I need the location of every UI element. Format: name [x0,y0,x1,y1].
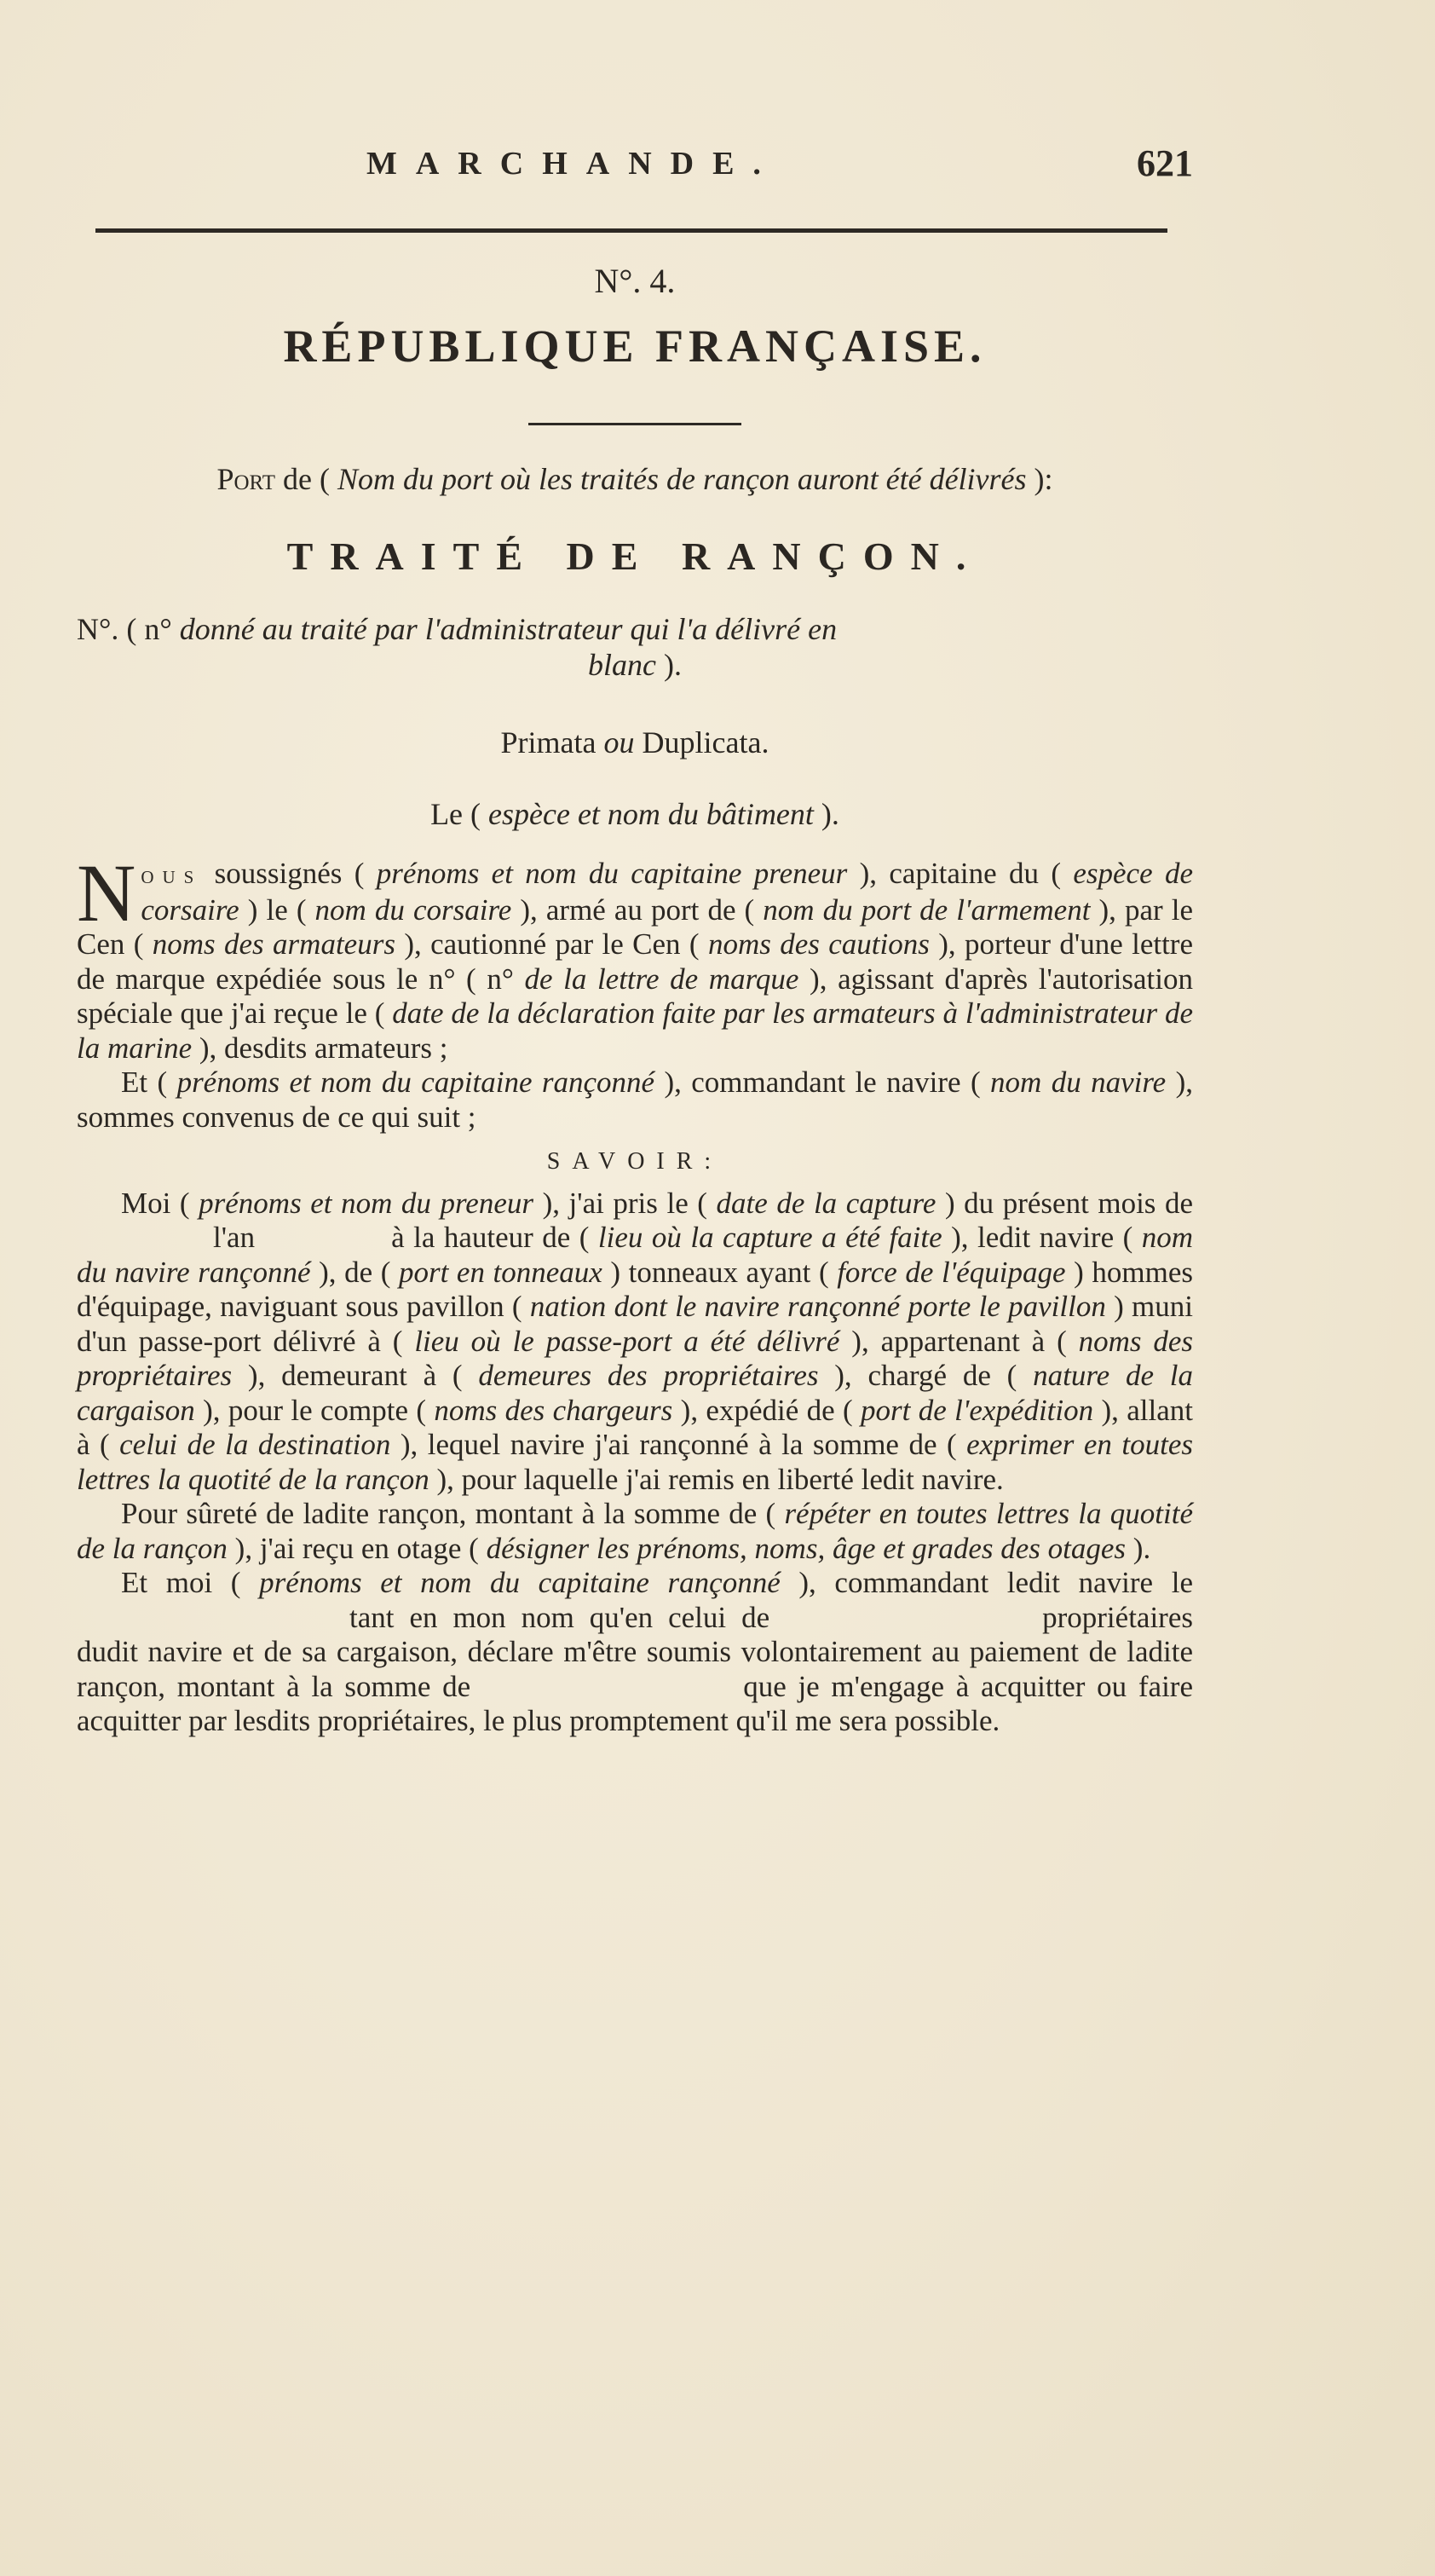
placeholder-run: demeures des propriétaires [478,1359,819,1392]
page-header [77,142,1193,196]
section-divider [528,423,741,425]
text-run: ), pour laquelle j'ai remis en liberté ledit navire. [429,1462,1004,1496]
paragraph-et [77,1066,1193,1135]
page-content [77,256,1193,1739]
text-run: ), j'ai reçu en otage ( [227,1531,487,1565]
vessel-placeholder: espèce et nom du bâtiment [488,797,814,831]
placeholder-run: date de la déclaration faite par les armateurs à l'administrateur de la marine [77,996,1193,1065]
text-run: ), de ( [310,1255,399,1289]
text-run: ), lequel navire j'ai rançonné à la somme de ( [390,1428,967,1461]
port-end: ): [1026,462,1053,496]
text-run: Moi ( [121,1186,199,1220]
placeholder-run: répéter en toutes lettres la quotité de la rançon [77,1497,1193,1565]
placeholder-run: prénoms et nom du capitaine preneur [376,857,848,890]
text-run: ), appartenant à ( [839,1324,1079,1358]
placeholder-run: nom du navire [990,1066,1167,1099]
text-run: l'an [213,1221,256,1254]
drop-cap-rest: ous [141,861,203,889]
text-run: Et ( [121,1066,177,1099]
vessel-line [77,797,1193,831]
placeholder-run: nature de la cargaison [77,1359,1193,1427]
port-line [77,461,1193,497]
text-run: ), demeurant à ( [232,1359,479,1392]
text-run: tant en mon nom qu'en celui de [349,1600,770,1634]
placeholder-run: de la lettre de marque [524,962,799,996]
text-run: soussignés ( [202,857,377,890]
text-run: ), pour le compte ( [194,1393,435,1427]
placeholder-run: lieu où le passe-port a été délivré [414,1324,840,1358]
primata-text-1: Primata [500,725,604,760]
placeholder-run: exprimer en toutes lettres la quotité de la rançon [77,1428,1194,1496]
text-run: ) du présent mois de [936,1186,1194,1220]
page-number: 621 [1137,142,1193,184]
placeholder-run: noms des armateurs [152,927,395,961]
numero-line [77,611,1193,683]
vessel-le: Le ( [430,797,489,831]
republique-heading: RÉPUBLIQUE FRANÇAISE. [283,321,987,372]
paragraph-pour [77,1497,1193,1566]
paragraph-moi [77,1187,1193,1498]
placeholder-run: force de l'équipage [837,1255,1066,1289]
placeholder-run: celui de la destination [119,1428,391,1461]
text-run: que je m'engage à acquitter ou faire acquitter par lesdits propriétaires, le plus promptement qu'il me sera possible. [77,1669,1193,1737]
text-run: ), desdits armateurs ; [192,1031,448,1065]
placeholder-run: date de la capture [716,1186,936,1220]
text-run: ) tonneaux ayant ( [602,1255,838,1289]
running-title: MARCHANDE. [366,146,780,182]
placeholder-run: nation dont le navire rançonné porte le pavillon [529,1290,1106,1323]
text-run: ), capitaine du ( [847,857,1074,890]
body-text [77,847,1194,1739]
placeholder-run: nom du corsaire [314,892,512,927]
text-run: ), agissant d'après l'autorisation spéciale que j'ai reçue le ( [77,962,1193,1030]
paragraph-nous [77,847,1193,1066]
numero-continuation [77,647,1193,683]
text-run: ). [1126,1531,1151,1565]
placeholder-run: port de l'expédition [861,1393,1094,1427]
document-number: N°. 4. [594,262,676,300]
text-run: ), sommes convenus de ce qui suit ; [77,1066,1194,1134]
placeholder-run: noms des cautions [707,927,930,961]
text-run: ), allant à ( [77,1393,1193,1461]
text-run: ), cautionné par le Cen ( [395,927,708,961]
header-rule [95,228,1167,233]
text-run: ), porteur d'une lettre de marque expédiée sous le n° ( n° [77,927,1193,996]
placeholder-run: espèce de corsaire [141,857,1193,927]
text-run: ), chargé de ( [818,1359,1034,1392]
text-run: ), armé au port de ( [511,892,764,927]
primata-text-2: Duplicata. [634,725,769,760]
text-run: Pour sûreté de ladite rançon, montant à la somme de ( [121,1497,785,1530]
numero-prefix: N°. ( n° [77,612,180,646]
text-run: ) muni d'un passe-port délivré à ( [77,1290,1193,1358]
placeholder-run: noms des propriétaires [77,1324,1194,1392]
text-run: ), par le Cen ( [77,892,1193,961]
port-placeholder: Nom du port où les traités de rançon auront été délivrés [337,462,1027,496]
placeholder-run: désigner les prénoms, noms, âge et grades des otages [486,1531,1127,1565]
placeholder-run: nom du navire rançonné [77,1221,1193,1289]
placeholder-run: prénoms et nom du preneur [199,1186,534,1220]
port-label: Port [216,462,275,496]
text-run: propriétaires dudit navire et de sa cargaison, déclare m'être soumis volontairement au paiement de ladite rançon, montant à la somme de [77,1600,1193,1703]
placeholder-run: prénoms et nom du capitaine rançonné [259,1566,781,1599]
text-run: ), commandant ledit navire le [780,1566,1193,1599]
numero-placeholder-1: donné au traité par l'administrateur qui l'a délivré en [179,612,838,646]
numero-end: ). [655,648,682,682]
placeholder-run: nom du port de l'armement [763,892,1091,927]
primata-ou: ou [603,725,635,760]
drop-cap: N [77,847,136,939]
port-de: de ( [274,462,337,496]
text-run: ), ledit navire ( [942,1221,1142,1254]
text-run: à la hauteur de ( [391,1221,598,1254]
text-run: ) hommes d'équipage, naviguant sous pavillon ( [77,1255,1193,1323]
text-run: ) le ( [239,892,315,927]
text-run: Et moi ( [121,1566,260,1599]
text-run: ), expédié de ( [672,1393,862,1427]
paragraph-et-moi [77,1566,1193,1739]
text-run: ), commandant le navire ( [654,1066,991,1099]
text-run: ), j'ai pris le ( [533,1186,717,1220]
vessel-end: ). [813,797,839,831]
numero-placeholder-2: blanc [588,648,656,682]
placeholder-run: port en tonneaux [398,1255,602,1289]
placeholder-run: noms des chargeurs [434,1393,673,1427]
savoir-heading: SAVOIR: [546,1148,723,1175]
traite-heading: TRAITÉ DE RANÇON. [286,534,983,578]
primata-line [77,725,1193,760]
placeholder-run: lieu où la capture a été faite [597,1221,942,1254]
placeholder-run: prénoms et nom du capitaine rançonné [176,1066,655,1099]
